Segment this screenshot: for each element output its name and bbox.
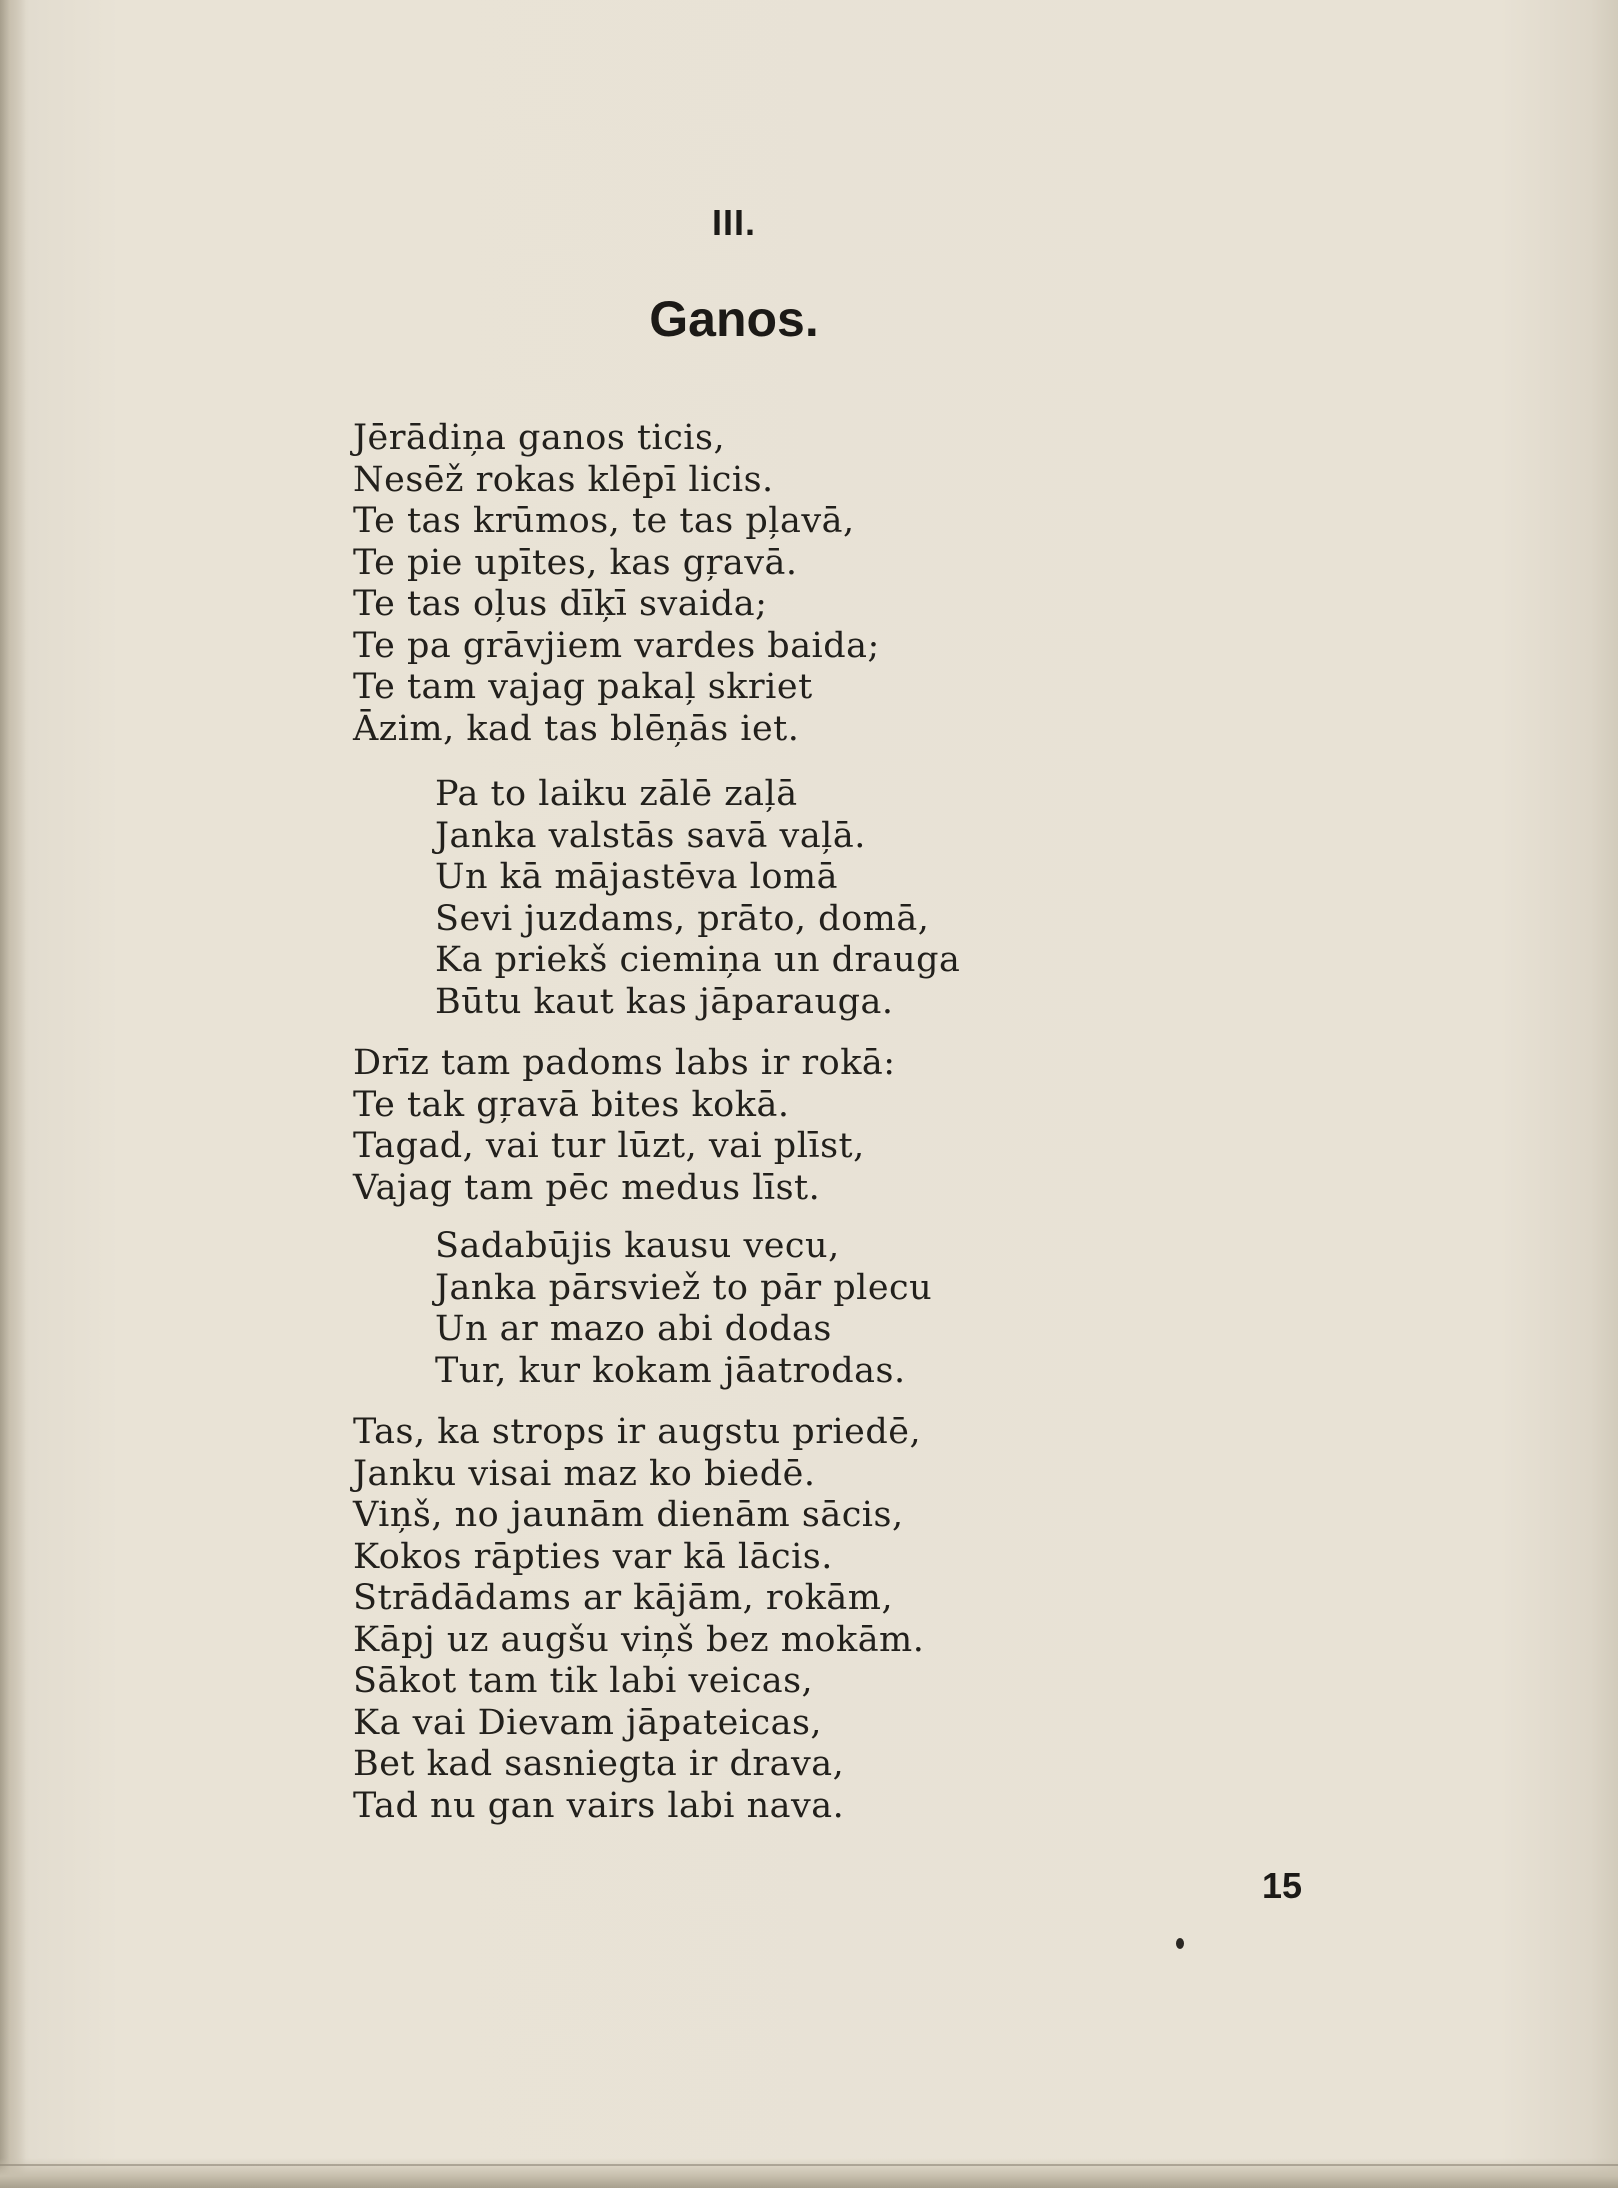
verse-line: Būtu kaut kas jāparauga.	[435, 981, 894, 1022]
verse-line: Viņš, no jaunām dienām sācis,	[353, 1495, 904, 1535]
poem-title: Ganos.	[649, 291, 819, 347]
verse-line: Un kā mājastēva lomā	[435, 857, 838, 897]
verse-line: Te tas krūmos, te tas pļavā,	[353, 501, 855, 541]
verse-line: Nesēž rokas klēpī licis.	[353, 459, 774, 500]
verse-line: Tad nu gan vairs labi nava.	[353, 1785, 845, 1826]
verse-line: Sākot tam tik labi veicas,	[353, 1661, 814, 1701]
page-number: 15	[1262, 1865, 1303, 1906]
verse-line: Sevi juzdams, prāto, domā,	[435, 898, 930, 939]
verse-line: Ka priekš ciemiņa un drauga	[435, 940, 961, 980]
verse-line: Kokos rāpties var kā lācis.	[353, 1536, 833, 1577]
verse-line: Te pie upītes, kas gŗavā.	[353, 542, 798, 583]
verse-line: Sadabūjis kausu vecu,	[435, 1226, 840, 1266]
verse-line: Te pa grāvjiem vardes baida;	[353, 625, 880, 666]
stanza-5	[353, 1412, 924, 1827]
verse-line: Janka pārsviež to pār plecu	[435, 1267, 933, 1308]
page-bottom-line	[0, 2164, 1618, 2166]
verse-line: Janka valstās savā vaļā.	[435, 815, 866, 856]
verse-line: Tas, ka strops ir augstu priedē,	[353, 1412, 922, 1452]
verse-line: Āzim, kad tas blēņās iet.	[353, 708, 800, 749]
verse-line: Jērādiņa ganos ticis,	[353, 418, 726, 458]
verse-line: Tur, kur kokam jāatrodas.	[435, 1350, 906, 1391]
verse-line: Janku visai maz ko biedē.	[353, 1453, 816, 1494]
verse-line: Vajag tam pēc medus līst.	[353, 1167, 821, 1208]
verse-line: Bet kad sasniegta ir drava,	[353, 1744, 845, 1784]
verse-line: Ka vai Dievam jāpateicas,	[353, 1702, 823, 1743]
verse-line: Kāpj uz augšu viņš bez mokām.	[353, 1619, 925, 1660]
verse-line: Un ar mazo abi dodas	[435, 1309, 832, 1349]
page-bottom-edge	[0, 2158, 1618, 2188]
verse-line: Pa to laiku zālē zaļā	[435, 774, 798, 814]
verse-line: Te tas oļus dīķī svaida;	[353, 584, 768, 624]
stanza-1	[353, 418, 880, 750]
verse-line: Te tak gŗavā bites kokā.	[353, 1084, 790, 1125]
stanza-2	[435, 774, 960, 1023]
section-numeral: III.	[711, 202, 756, 243]
stanza-3	[353, 1043, 896, 1209]
verse-line: Tagad, vai tur lūzt, vai plīst,	[353, 1126, 865, 1166]
ink-speck	[1176, 1938, 1184, 1949]
verse-line: Te tam vajag pakaļ skriet	[353, 667, 813, 707]
stanza-4	[435, 1226, 932, 1392]
verse-line: Strādādams ar kājām, rokām,	[353, 1578, 894, 1618]
verse-line: Drīz tam padoms labs ir rokā:	[353, 1043, 896, 1083]
